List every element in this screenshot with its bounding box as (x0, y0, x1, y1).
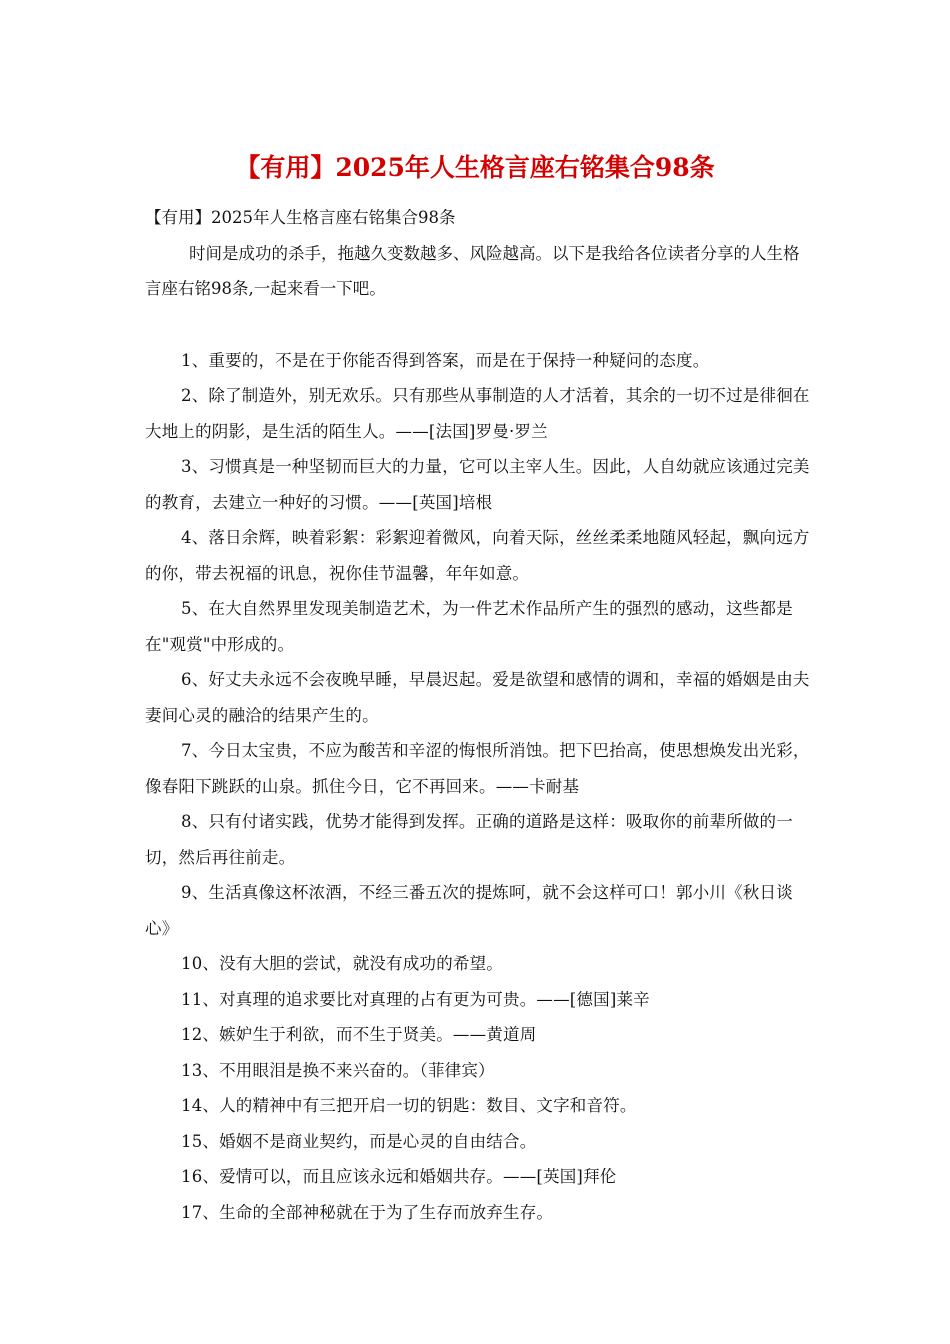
document-title: 【有用】2025年人生格言座右铭集合98条 (235, 153, 715, 182)
quote-item: 4、落日余辉，映着彩絮：彩絮迎着微风，向着天际，丝丝柔柔地随风轻起，飘向远方的你，带去祝福的讯息，祝你佳节温馨，年年如意。 (145, 528, 810, 583)
quote-item: 9、生活真像这杯浓酒，不经三番五次的提炼呵，就不会这样可口！郭小川《秋日谈心》 (145, 883, 793, 938)
quote-item: 10、没有大胆的尝试，就没有成功的希望。 (181, 954, 503, 973)
quote-item: 13、不用眼泪是换不来兴奋的。（菲律宾） (181, 1060, 495, 1080)
quote-item: 17、生命的全部神秘就在于为了生存而放弃生存。 (181, 1202, 554, 1222)
quote-item: 8、只有付诸实践，优势才能得到发挥。正确的道路是这样：吸取你的前辈所做的一切，然后再往前走。 (145, 812, 793, 867)
paragraph-spacer (145, 307, 815, 343)
quote-item: 3、习惯真是一种坚韧而巨大的力量，它可以主宰人生。因此，人自幼就应该通过完美的教育，去建立一种好的习惯。——[英国]培根 (145, 457, 810, 512)
quote-item: 2、除了制造外，别无欢乐。只有那些从事制造的人才活着，其余的一切不过是徘徊在大地上的阴影，是生活的陌生人。——[法国]罗曼·罗兰 (145, 386, 810, 441)
intro-paragraph: 时间是成功的杀手，拖越久变数越多、风险越高。以下是我给各位读者分享的人生格言座右铭98条,一起来看一下吧。 (145, 243, 800, 298)
quote-item: 12、嫉妒生于利欲，而不生于贤美。——黄道周 (181, 1025, 537, 1044)
document-body (145, 200, 815, 1230)
quote-item: 16、爱情可以，而且应该永远和婚姻共存。——[英国]拜伦 (181, 1167, 617, 1186)
quote-item: 1、重要的，不是在于你能否得到答案，而是在于保持一种疑问的态度。 (181, 350, 710, 370)
quote-item: 14、人的精神中有三把开启一切的钥匙：数目、文字和音符。 (181, 1096, 637, 1115)
quote-item: 7、今日太宝贵，不应为酸苦和辛涩的悔恨所消蚀。把下巴抬高，使思想焕发出光彩，像春阳下跳跃的山泉。抓住今日，它不再回来。——卡耐基 (145, 741, 810, 796)
quote-item: 6、好丈夫永远不会夜晚早睡，早晨迟起。爱是欲望和感情的调和，幸福的婚姻是由夫妻间心灵的融洽的结果产生的。 (145, 670, 810, 725)
document-subtitle: 【有用】2025年人生格言座右铭集合98条 (145, 208, 456, 227)
quote-item: 11、对真理的追求要比对真理的占有更为可贵。——[德国]莱辛 (181, 989, 650, 1009)
quote-item: 5、在大自然界里发现美制造艺术，为一件艺术作品所产生的强烈的感动，这些都是在"观赏"中形成的。 (145, 599, 793, 654)
quote-item: 15、婚姻不是商业契约，而是心灵的自由结合。 (181, 1131, 537, 1151)
